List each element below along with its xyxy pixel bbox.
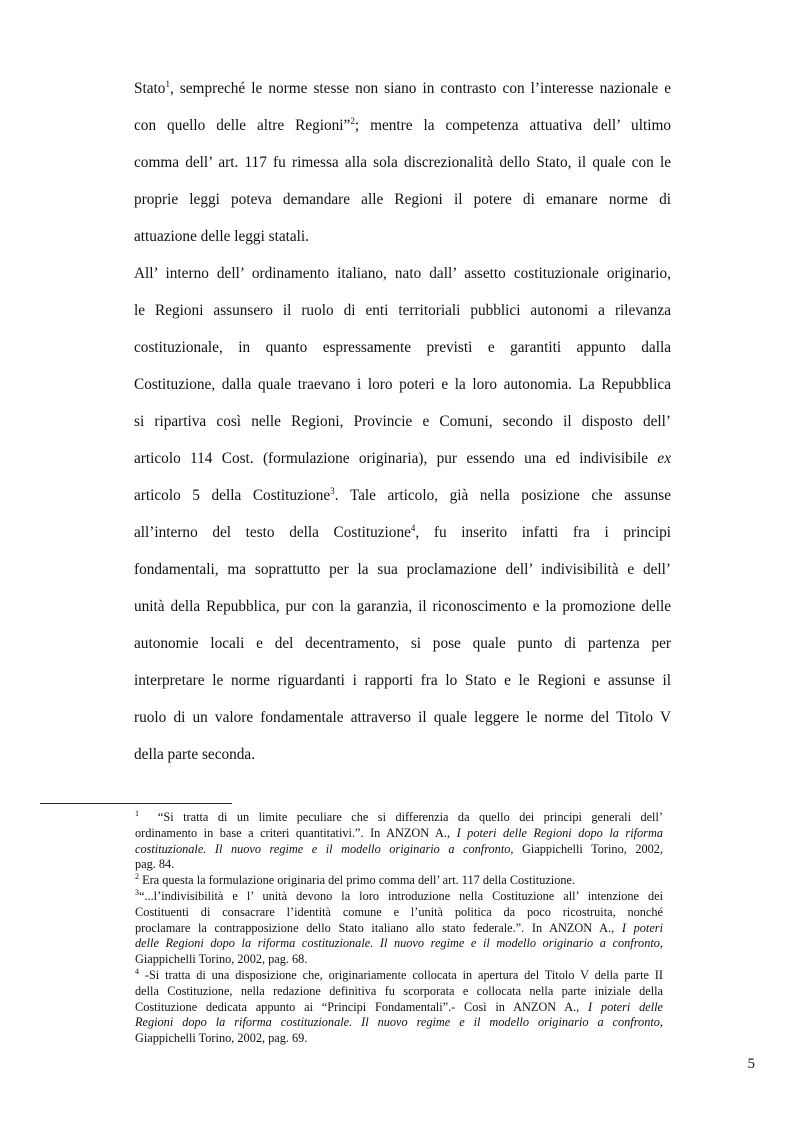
body-line: autonomie locali e del decentramento, si pose quale punto di partenza per	[134, 635, 671, 652]
body-line: Stato$^1$, sempreché le norme stesse non siano in contrasto con l’interesse nazionale e	[134, 79, 671, 97]
footnote-ref[interactable]: 4	[410, 523, 416, 533]
footnote-mark: 2	[135, 872, 139, 882]
footnote-mark: 3	[135, 887, 139, 897]
footnote-2: $^2$ Era questa la formulazione originaria del primo comma dell’ art. 117 della Costituzione.	[135, 872, 576, 888]
footnote-ref[interactable]: 3	[330, 486, 335, 496]
body-line: fondamentali, ma soprattutto per la sua proclamazione dell’ indivisibilità e dell’	[134, 561, 671, 578]
body-line: le Regioni assunsero il ruolo di enti territoriali pubblici autonomi a rilevanza	[134, 302, 671, 319]
footnote-mark: 1	[135, 809, 139, 818]
page-number: 5	[747, 1056, 755, 1072]
body-line: si ripartiva così nelle Regioni, Provincie e Comuni, secondo il disposto dell’	[134, 413, 671, 430]
footnote-ref[interactable]: 2	[350, 116, 355, 126]
body-line: unità della Repubblica, pur con la garanzia, il riconoscimento e la promozione delle	[134, 598, 671, 615]
footnote-separator	[40, 803, 232, 804]
body-line: all’interno del testo della Costituzione$^4$, fu inserito infatti fra i principi	[134, 523, 671, 541]
body-line: costituzionale, in quanto espressamente previsti e garantiti appunto dalla	[134, 339, 671, 356]
body-line: con quello delle altre Regioni”$^2$; mentre la competenza attuativa dell’ ultimo	[134, 116, 671, 134]
body-line: ruolo di un valore fondamentale attraverso il quale leggere le norme del Titolo V	[134, 709, 671, 726]
body-line: interpretare le norme riguardanti i rapporti fra lo Stato e le Regioni e assunse il	[134, 672, 671, 689]
footnote-1: $^1$ “Si tratta di un limite peculiare che si differenzia da quello dei principi generali dell’ ordinamento in base a criteri quantitativi.”. In ANZON A., I poteri delle Regioni dopo la riforma costituzionale. Il nuovo regime e il modello originario a confronto, Giappichelli Torino, 2002, pag. 84.	[135, 809, 663, 872]
footnote-4: $^4$ -Si tratta di una disposizione che, originariamente collocata in apertura del Titolo V della parte II della Costituzione, nella redazione definitiva fu scorporata e collocata nella parte iniziale della Costituzione dedicata appunto ai “Principi Fondamentali”.- Così in ANZON A., I poteri delle Regioni dopo la riforma costituzionale. Il nuovo regime e il modello originario a confronto, Giappichelli Torino, 2002, pag. 69.	[135, 966, 664, 1046]
footnote-mark: 4	[135, 966, 139, 976]
body-line: articolo 114 Cost. (formulazione originaria), pur essendo una ed indivisibile ex	[134, 450, 671, 467]
footnotes	[135, 810, 663, 1047]
body-text	[134, 70, 671, 773]
body-line: articolo 5 della Costituzione$^3$. Tale articolo, già nella posizione che assunse	[134, 486, 671, 504]
body-line: comma dell’ art. 117 fu rimessa alla sola discrezionalità dello Stato, il quale con le	[134, 154, 671, 171]
footnote-3: $^3$“...l’indivisibilità e l’ unità devono la loro introduzione nella Costituzione all’ intenzione dei Costituenti di consacrare l’identità comune e l’unità politica da poco ricostruita, nonché proclamare la contrapposizione dello Stato italiano allo stato federale.”. In ANZON A., I poteri delle Regioni dopo la riforma costituzionale. Il nuovo regime e il modello originario a confronto, Giappichelli Torino, 2002, pag. 68.	[135, 887, 663, 967]
footnote-ref[interactable]: 1	[165, 79, 170, 89]
body-line: All’ interno dell’ ordinamento italiano, nato dall’ assetto costituzionale originario,	[134, 265, 671, 282]
body-line: proprie leggi poteva demandare alle Regioni il potere di emanare norme di	[134, 191, 671, 208]
body-line: della parte seconda.	[134, 746, 256, 763]
body-line: attuazione delle leggi statali.	[134, 228, 309, 245]
body-line: Costituzione, dalla quale traevano i loro poteri e la loro autonomia. La Repubblica	[134, 376, 671, 393]
